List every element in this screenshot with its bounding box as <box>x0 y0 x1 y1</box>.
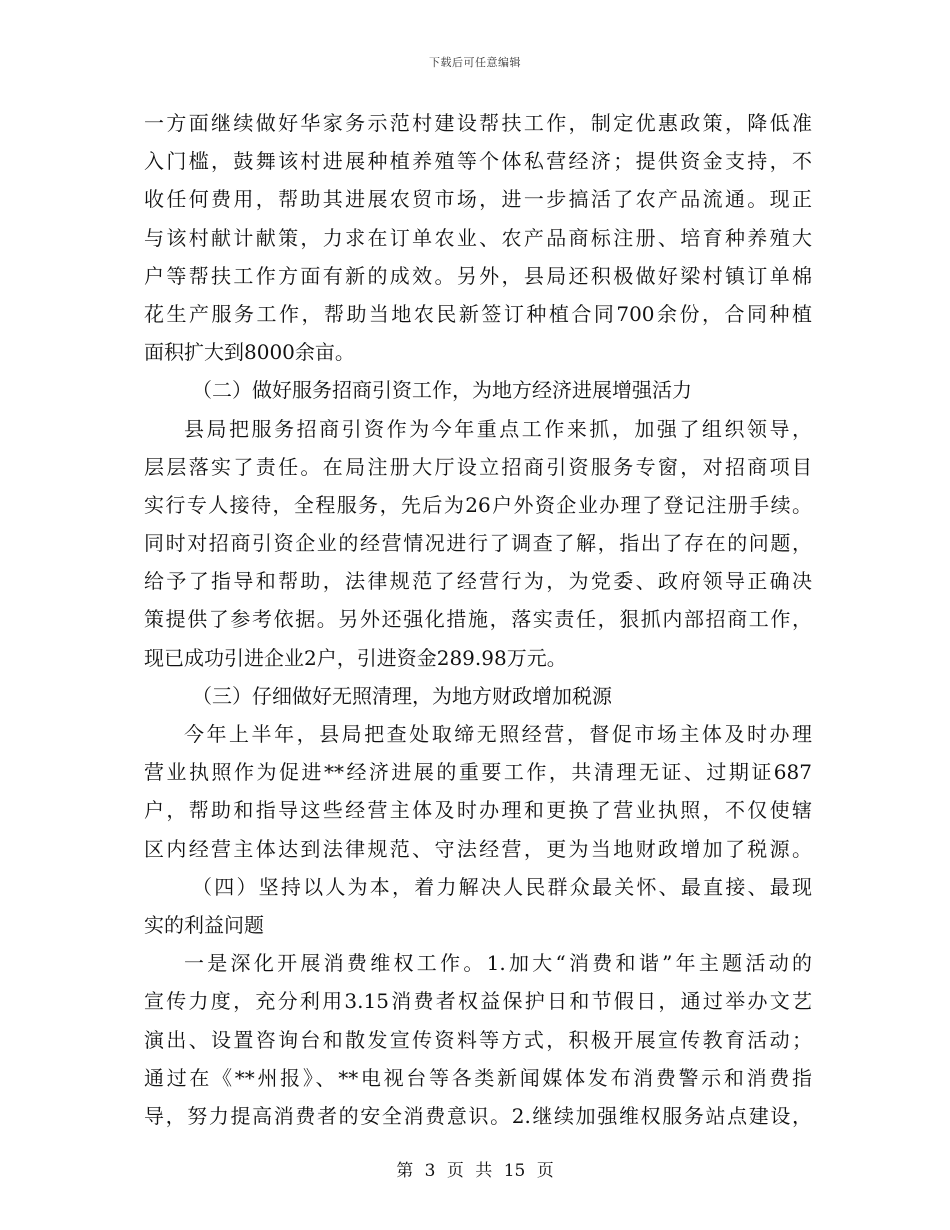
body-line: 实行专人接待，全程服务，先后为26户外资企业办理了登记注册手续。 <box>144 492 812 517</box>
body-line: 县局把服务招商引资作为今年重点工作来抓，加强了组织领导， <box>184 416 812 441</box>
body-line: 策提供了参考依据。另外还强化措施，落实责任，狠抓内部招商工作， <box>144 607 812 632</box>
section-heading-continued: 实的利益问题 <box>144 912 264 937</box>
page-number-footer: 第 3 页 共 15 页 <box>396 1161 554 1181</box>
body-line: 与该村献计献策，力求在订单农业、农产品商标注册、培育种养殖大 <box>144 225 812 250</box>
body-line: 收任何费用，帮助其进展农贸市场，进一步搞活了农产品流通。现正 <box>144 187 812 212</box>
section-heading: （三）仔细做好无照清理，为地方财政增加税源 <box>192 683 612 708</box>
body-line: 今年上半年，县局把查处取缔无照经营，督促市场主体及时办理 <box>184 722 812 746</box>
document-body <box>144 104 812 1135</box>
body-line: 宣传力度，充分利用3.15消费者权益保护日和节假日，通过举办文艺 <box>144 989 812 1014</box>
body-line: 给予了指导和帮助，法律规范了经营行为，为党委、政府领导正确决 <box>144 569 812 594</box>
body-line: 户，帮助和指导这些经营主体及时办理和更换了营业执照，不仅使辖 <box>144 798 812 823</box>
section-heading: （四）坚持以人为本，着力解决人民群众最关怀、最直接、最现 <box>192 874 812 899</box>
header-note: 下载后可任意编辑 <box>429 56 521 69</box>
body-line: 一是深化开展消费维权工作。1.加大“消费和谐”年主题活动的 <box>184 951 812 976</box>
body-line: 户等帮扶工作方面有新的成效。另外，县局还积极做好梁村镇订单棉 <box>144 263 812 288</box>
body-line: 现已成功引进企业2户，引进资金289.98万元。 <box>144 645 567 670</box>
body-line: 区内经营主体达到法律规范、守法经营，更为当地财政增加了税源。 <box>144 836 812 861</box>
body-line: 演出、设置咨询台和散发宣传资料等方式，积极开展宣传教育活动； <box>144 1027 812 1052</box>
body-line: 通过在《**州报》、**电视台等各类新闻媒体发布消费警示和消费指 <box>144 1065 812 1090</box>
body-line: 营业执照作为促进**经济进展的重要工作，共清理无证、过期证687 <box>144 760 812 785</box>
body-line: 花生产服务工作，帮助当地农民新签订种植合同700余份，合同种植 <box>144 301 812 326</box>
section-heading: （二）做好服务招商引资工作，为地方经济进展增强活力 <box>192 378 692 403</box>
body-line: 面积扩大到8000余亩。 <box>144 340 355 365</box>
body-line: 入门槛，鼓舞该村进展种植养殖等个体私营经济；提供资金支持，不 <box>144 149 812 174</box>
body-line: 层层落实了责任。在局注册大厅设立招商引资服务专窗，对招商项目 <box>144 454 812 479</box>
body-line: 一方面继续做好华家务示范村建设帮扶工作，制定优惠政策，降低准 <box>144 111 812 135</box>
body-line: 同时对招商引资企业的经营情况进行了调查了解，指出了存在的问题， <box>144 531 812 556</box>
body-line: 导，努力提高消费者的安全消费意识。2.继续加强维权服务站点建设， <box>144 1103 812 1128</box>
